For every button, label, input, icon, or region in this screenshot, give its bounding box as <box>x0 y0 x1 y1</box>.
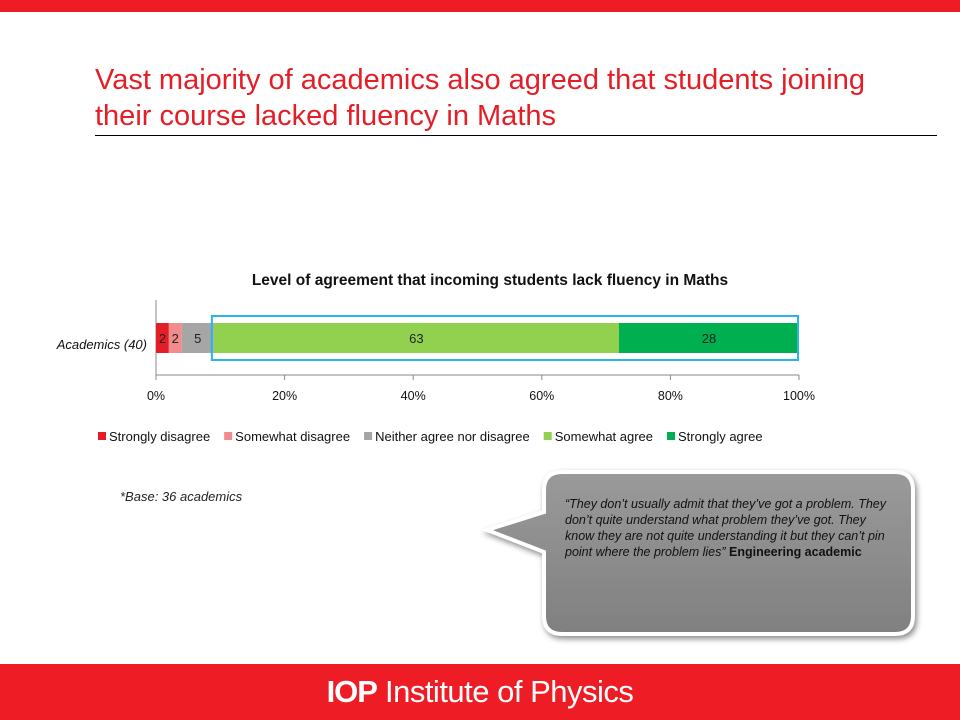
iop-logo <box>0 664 960 720</box>
base-note: *Base: 36 academics <box>120 489 243 504</box>
legend-label: Somewhat disagree <box>235 429 351 444</box>
callout-quote: “They don’t usually admit that they’ve got a problem. They don’t quite understand what problem they’ve got. They know they are not quite understanding it but they can’t pin point where the problem lies” <box>565 497 886 559</box>
chart-title: Level of agreement that incoming students lack fluency in Maths <box>251 272 729 289</box>
legend-label: Somewhat agree <box>554 429 654 444</box>
x-tick-label: 40% <box>400 389 426 403</box>
data-label: 28 <box>701 331 717 346</box>
data-label: 63 <box>409 331 424 346</box>
data-label: 2 <box>158 331 167 346</box>
x-tick-label: 60% <box>529 389 555 403</box>
x-tick-label: 80% <box>657 389 683 403</box>
x-tick-label: 20% <box>272 389 298 403</box>
legend-label: Strongly agree <box>678 429 763 444</box>
footer-bar <box>0 664 960 720</box>
data-label: 2 <box>171 331 179 346</box>
data-label: 5 <box>194 331 202 346</box>
x-tick-label: 100% <box>783 389 815 403</box>
x-tick-label: 0% <box>146 389 166 403</box>
logo-name: Institute of Physics <box>384 674 634 709</box>
legend-label: Strongly disagree <box>109 429 211 444</box>
category-label: Academics (40) <box>56 337 147 352</box>
callout-attribution: Engineering academic <box>728 545 862 559</box>
callout-text <box>565 496 890 560</box>
slide-title: Vast majority of academics also agreed that students joining their course lacked fluency in Maths <box>95 64 865 132</box>
logo-iop-mark: IOP <box>326 674 377 709</box>
legend-label: Neither agree nor disagree <box>375 429 530 444</box>
